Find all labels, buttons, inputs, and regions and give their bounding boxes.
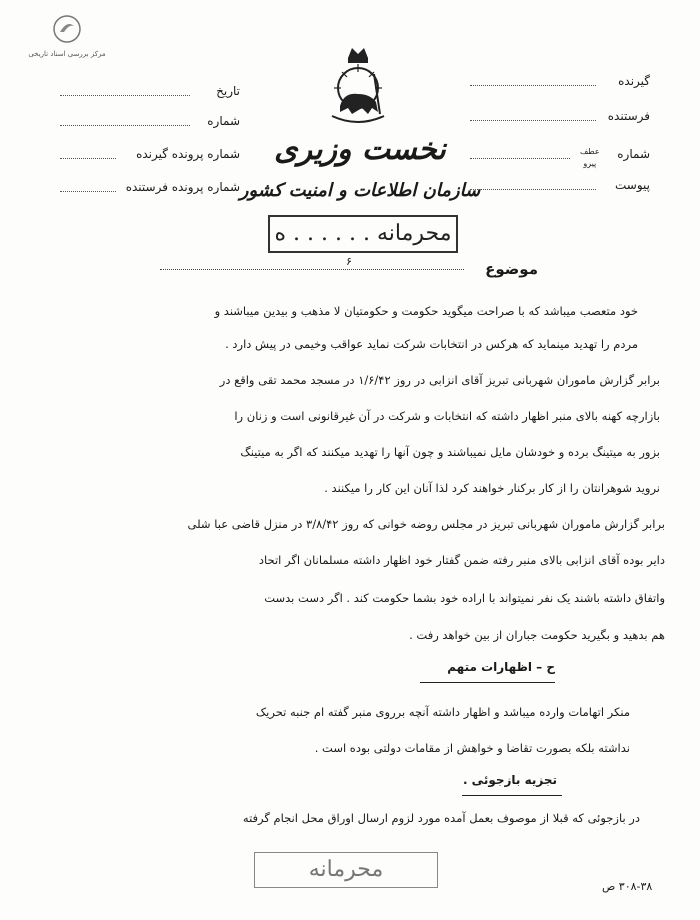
sender-file-line (60, 191, 116, 192)
sender-file-label: شماره پرونده فرستنده (125, 180, 240, 194)
body-line: نداشته بلکه بصورت تقاضا و خواهش از مقامات دولتی بوده است . (314, 741, 630, 755)
sender-file-field (60, 180, 240, 198)
archive-logo-icon (52, 14, 82, 44)
number-line-right (470, 158, 570, 159)
date-label: تاریخ (216, 84, 240, 98)
attachment-field (470, 178, 650, 196)
section-heading-underline (462, 795, 562, 796)
section-heading-underline (420, 682, 555, 683)
attachment-line (470, 189, 596, 190)
receiver-file-field (60, 147, 240, 165)
body-line: برابر گزارش ماموران شهربانی تبریز آقای انزابی در روز ۱/۶/۴۲ در مسجد محمد تقی واقع در (219, 373, 660, 387)
date-line (60, 95, 190, 96)
subject-label: موضوع (485, 260, 538, 278)
attachment-label: پیوست (615, 178, 650, 192)
number-field-right (470, 147, 650, 165)
watermark-text: مرکز بررسی اسناد تاریخی (28, 50, 106, 58)
body-line: بزور به میتینگ برده و خودشان مایل نمیباشند و چون آنها را تهدید میکنند که اگر به میتینگ (240, 445, 660, 459)
sender-label: فرستنده (607, 109, 650, 123)
date-field (60, 84, 240, 102)
ministry-title: نخست وزیری (274, 132, 446, 167)
organization-title: سازمان اطلاعات و امنیت کشور (239, 180, 481, 201)
number-field-left (60, 114, 240, 132)
body-line: در بازجوئی که قبلا از موصوف بعمل آمده مورد لزوم ارسال اوراق محل انجام گرفته (242, 811, 640, 825)
recipient-line (470, 85, 596, 86)
receiver-file-label: شماره پرونده گیرنده (136, 147, 240, 161)
reference-label-peyro: پیرو (583, 159, 597, 168)
body-line: نروید شوهرانتان را از کار برکنار خواهند کرد لذا آنان این کار را میکنند . (324, 481, 660, 495)
section-heading-statements: ح – اظهارات متهم (447, 660, 555, 674)
body-line: بازارچه کهنه بالای منبر اظهار داشته که انتخابات و شرکت در آن غیرقانونی است و زنان را (234, 409, 660, 423)
number-line-left (60, 125, 190, 126)
reference-labels (580, 146, 600, 170)
receiver-file-line (60, 158, 116, 159)
body-line: خود متعصب میباشد که با صراحت میگوید حکومت و حکومتیان لا مذهب و بیدین میباشند و (214, 304, 638, 318)
section-heading-analysis: تجزیه بازجوئی . (462, 773, 557, 787)
recipient-label: گیرنده (618, 74, 650, 88)
reference-label-atf: عطف (580, 147, 600, 156)
sender-field (470, 109, 650, 127)
body-line: منکر اتهامات وارده میباشد و اظهار داشته آنچه برروی منبر گفته ام جنبه تحریک (255, 705, 630, 719)
body-line: واتفاق داشته باشند یک نفر نمیتواند با اراده خود بشما حکومت کند . اگر دست بدست (264, 591, 665, 605)
archive-watermark (22, 14, 112, 58)
recipient-field (470, 74, 650, 92)
body-line: مردم را تهدید مینماید که هرکس در انتخابات شرکت نماید عواقب وخیمی در پیش دارد . (225, 337, 638, 351)
number-label-right: شماره (617, 147, 650, 161)
body-line: هم بدهید و بگیرید حکومت جباران از بین خواهد رفت . (409, 628, 665, 642)
body-line: برابر گزارش ماموران شهربانی تبریز در مجلس روضه خوانی که روز ۳/۸/۴۲ در منزل قاضی عبا شلی (187, 517, 665, 531)
lion-and-sun-emblem-icon (318, 44, 398, 132)
document-number: ۳۰۸-۳۸ ص (602, 880, 653, 893)
number-label-left: شماره (207, 114, 240, 128)
subject-number: ۶ (346, 255, 352, 268)
confidential-stamp-bottom: محرمانه (254, 852, 438, 888)
sender-line (470, 120, 596, 121)
subject-line (160, 269, 464, 270)
body-line: دایر بوده آقای انزابی بالای منبر رفته ضمن گفتار خود اظهار داشته مسلمانان اگر اتحاد (258, 553, 665, 567)
confidential-stamp: محرمانه . . . . . . ه (268, 215, 458, 253)
